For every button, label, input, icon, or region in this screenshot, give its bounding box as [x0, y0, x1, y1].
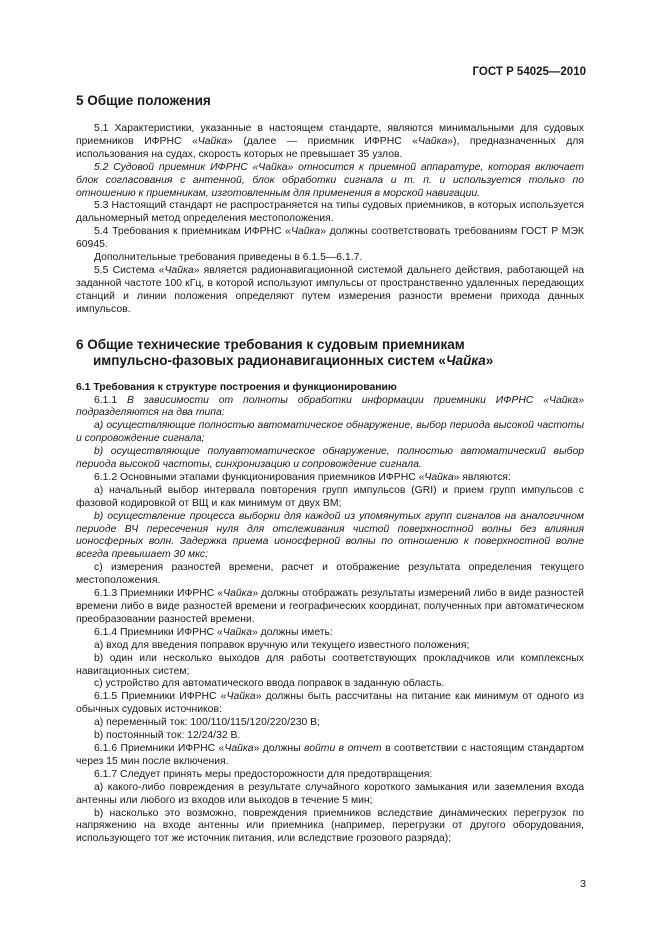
- text-run-italic: 5.2 Судовой приемник ИФРНС «Чайка» относится к приемной аппаратуре, которая включает блок согласования с антенной, блок обработки сигнала и т. п. и используется только по отношению к приемникам, изготовленным для применения в морской навигации.: [76, 161, 584, 199]
- paragraph-5-2: [76, 162, 584, 201]
- text-run-italic: Чайка: [418, 135, 448, 147]
- list-item-6-1-5-a: а) переменный ток: 100/110/115/120/220/230 В;: [94, 717, 320, 729]
- text-run: » должны иметь:: [251, 626, 333, 638]
- text-run: » (далее — приемник ИФРНС «: [227, 135, 419, 147]
- paragraph-5-3: 5.3 Настоящий стандарт не распространяется на типы судовых приемников, в которых используется дальномерный метод определения местоположения.: [76, 200, 584, 225]
- text-run-italic: Чайка: [290, 226, 321, 238]
- document-code: ГОСТ Р 54025—2010: [472, 66, 586, 78]
- text-run: » является радионавигационной системой дальнего действия, работающей на заданной частоте 100 кГц, в которой используют импульсы от пространственно удаленных передающих станций и линии положения определяют путем измерения разности времени прихода данных импульсов.: [76, 264, 584, 315]
- text-run-italic: В зависимости от полноты обработки информации приемники ИФРНС «Чайка» подразделяются на два типа:: [76, 394, 584, 419]
- paragraph-5-1: [76, 123, 584, 162]
- paragraph-6-1-3: [76, 588, 584, 627]
- list-item-6-1-2-b: [76, 511, 584, 563]
- text-run-italic: а) осуществляющие полностью автоматическое обнаружение, выбор периода высокой частоты и сопровождение сигнала;: [76, 420, 584, 445]
- subsection-6-1-heading: 6.1 Требования к структуре построения и функционированию: [76, 381, 397, 393]
- text-run: » должны: [253, 742, 305, 754]
- list-item-6-1-1-a: [76, 420, 584, 446]
- heading-line-1: 6 Общие технические требования к судовым приемникам: [76, 336, 465, 352]
- text-run-italic: Чайка: [445, 353, 486, 369]
- list-item-6-1-5-b: b) постоянный ток: 12/24/32 В.: [94, 730, 241, 742]
- text-run-italic: Чайка: [223, 588, 253, 600]
- text-run-italic: b) осуществляющие полуавтоматическое обнаружение, полностью автоматический выбор периода высокой частоты, синхронизацию и сопровождение сигнала.: [76, 446, 584, 471]
- list-item-6-1-4-b: b) один или несколько выходов для работы соответствующих прокладчиков или комплексных навигационных систем;: [76, 652, 584, 677]
- paragraph-6-1-1: [76, 395, 584, 421]
- text-run: 5.4 Требования к приемникам ИФРНС «: [94, 226, 291, 238]
- text-run: »: [485, 353, 494, 369]
- document-body: [76, 84, 584, 846]
- list-item-6-1-7-a: а) какого-либо повреждения в результате случайного короткого замыкания или заземления входа антенны или любого из входов или выходов в течение 5 мин;: [76, 781, 584, 806]
- text-run: в соответствии с настоящим стандартом через 15 мин после включения.: [76, 742, 584, 767]
- text-run: » должны быть рассчитаны на питание как минимум от одного из обычных судовых источников:: [76, 691, 584, 716]
- heading-line-2: [76, 353, 493, 368]
- text-run-italic: Чайка: [424, 471, 454, 483]
- text-run: » должны отображать результаты измерений либо в виде разностей времени либо в виде разностей времени и географических координат, полученных при автоматическом преобразовании разностей времени.: [76, 588, 584, 625]
- text-run-italic: Чайка: [222, 626, 252, 638]
- text-run: 5.5 Система «: [94, 264, 165, 276]
- paragraph-6-1-6: [76, 743, 584, 769]
- paragraph-6-1-4: [76, 627, 584, 640]
- text-run: 6.1.6 Приемники ИФРНС «: [94, 742, 225, 754]
- text-run: 6.1.5 Приемники ИФРНС «: [94, 691, 227, 703]
- list-item-6-1-2-c: с) измерения разностей времени, расчет и отображение результата определения текущего местоположения.: [76, 562, 584, 587]
- text-run: »), предназначенных для использования на судах, скорость которых не превышает 35 узлов.: [76, 135, 584, 160]
- text-run-italic: Чайка: [197, 135, 228, 147]
- text-run: 6.1.1: [94, 394, 127, 406]
- text-run-italic: b) осуществление процесса выборки для каждой из упомянутых групп сигналов на аналогичном периоде ВЧ пересечения нуля для отслеживания чистой поверхностной волны без влияния ионосферных волн. Задержка приема ионосферной волны по отношению к поверхностной волне всегда превышает 30 мкс;: [76, 510, 584, 561]
- page-number: 3: [580, 878, 586, 890]
- text-run: » должны соответствовать требованиям ГОСТ Р МЭК 60945.: [76, 226, 584, 251]
- text-run-italic: войти в отчет: [304, 742, 382, 754]
- text-run-italic: Чайка: [224, 742, 254, 754]
- section-6-heading: [76, 337, 584, 370]
- list-item-6-1-4-a: а) вход для введения поправок вручную или текущего известного положения;: [94, 639, 470, 651]
- list-item-6-1-4-c: с) устройство для автоматического ввода поправок в заданную область.: [94, 678, 445, 690]
- list-item-6-1-7-b: b) насколько это возможно, повреждения приемников вследствие динамических перегрузок по напряжению на входе антенны или приемника (например, перегрузки от другого оборудования, использующего тот же источник питания, или вследствие грозового разряда);: [76, 807, 584, 845]
- list-item-6-1-2-a: а) начальный выбор интервала повторения групп импульсов (GRI) и прием групп импульсов с фазовой кодировкой от ВЩ и как минимум от двух ВМ;: [76, 484, 584, 509]
- paragraph-5-4: [76, 226, 584, 252]
- text-run: импульсно-фазовых радионавигационных систем «: [93, 353, 446, 369]
- paragraph-6-1-5: [76, 691, 584, 717]
- text-run-italic: Чайка: [164, 264, 194, 276]
- text-run: 5.1 Характеристики, указанные в настоящем стандарте, являются минимальными для судовых приемников ИФРНС «: [76, 123, 584, 147]
- list-item-6-1-1-b: [76, 446, 584, 472]
- text-run: 6.1.3 Приемники ИФРНС «: [94, 588, 224, 600]
- paragraph-6-1-2: [76, 472, 584, 485]
- text-run: 6.1.4 Приемники ИФРНС «: [94, 626, 223, 638]
- text-run-italic: Чайка: [226, 691, 256, 703]
- paragraph-5-5: [76, 265, 584, 317]
- text-run: » являются:: [453, 471, 511, 483]
- paragraph-6-1-7: 6.1.7 Следует принять меры предосторожности для предотвращения:: [94, 768, 433, 780]
- section-5-heading: 5 Общие положения: [76, 93, 211, 108]
- text-run: 6.1.2 Основными этапами функционирования приемников ИФРНС «: [94, 471, 425, 483]
- paragraph-5-4-additional: Дополнительные требования приведены в 6.1.5—6.1.7.: [94, 252, 363, 264]
